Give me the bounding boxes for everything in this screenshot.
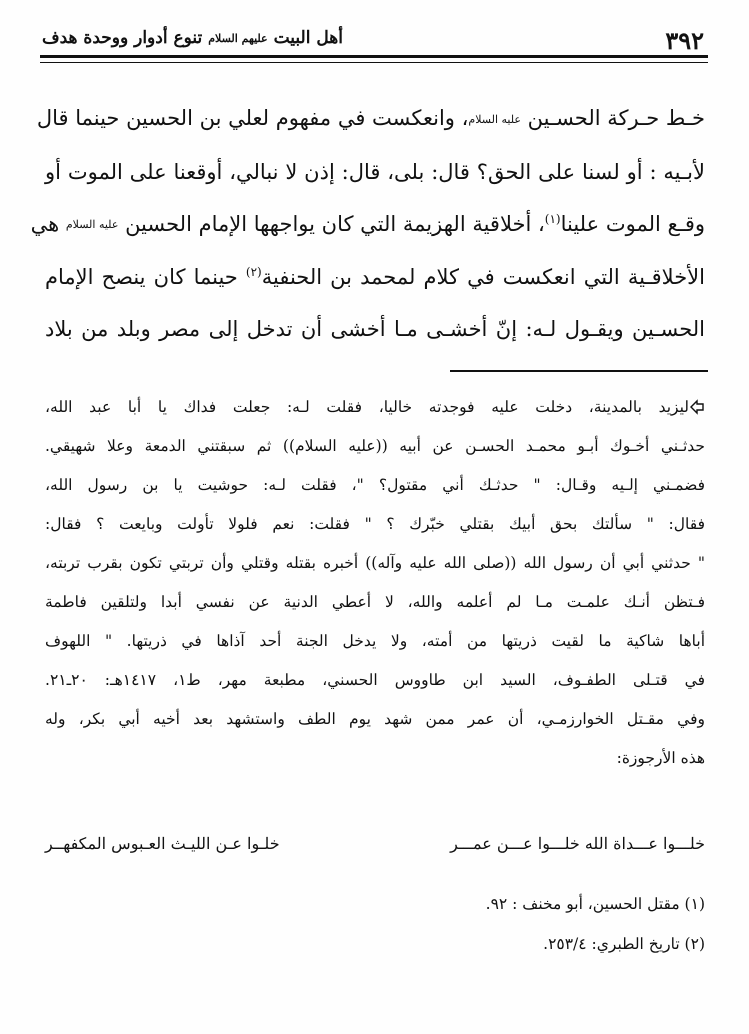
footnote-line: هذه الأرجوزة:: [616, 749, 705, 767]
poem-verse: [45, 834, 705, 853]
reference-item: (٢) تاريخ الطبري: ٢٥٣/٤.: [543, 935, 705, 953]
header-rule-thin: [40, 62, 708, 63]
footnote-line: وفي مقـتل الخوارزمـي، أن عمر ممن شهد يوم الطف واستشهد بعد أخيه أبي بكر، وله: [45, 710, 705, 728]
body-line: وقـع الموت علينا$^{(١)}$، أخلاقية الهزيمة التي كان يواجهها الإمام الحسين عليه السلام هي: [45, 198, 705, 252]
page-header: [40, 16, 708, 56]
body-line: لأبـيه : أو لسنا على الحق؟ قال: بلى، قال: إذن لا نبالي، أوقعنا على الموت أو: [45, 159, 705, 184]
footnote-line: ليزيد بالمدينة، دخلت عليه فوجدته خاليا، فقلت لـه: جعلت فداك يا أبا عبد الله،: [45, 388, 705, 427]
footnote-separator: [450, 370, 708, 372]
footnote-line: أباها شاكية ما لقيت ذريتها من أمته، ولا يدخل الجنة أحد آذاها في ذريتها. " اللهوف: [45, 632, 705, 650]
main-body: [30, 92, 705, 355]
reference-item: (١) مقتل الحسين، أبو مخنف : ٩٢.: [485, 895, 705, 913]
footnote-line: فـتظن أنـك علمـت مـا لم أعلمه والله، لا أعطي الدنية عن نفسي أبدا ولتلقين فاطمة: [45, 593, 705, 611]
running-title-main: أهل البيت: [273, 28, 343, 48]
running-title: [42, 28, 343, 48]
body-line: الأخلاقـية التي انعكست في كلام لمحمد بن الحنفية$^{(٢)}$ حينما كان ينصح الإمام: [45, 265, 705, 289]
running-title-sub: تنوع أدوار ووحدة هدف: [42, 28, 203, 48]
page-number: ٣٩٢: [665, 26, 704, 55]
footnote-ref: (٢): [245, 265, 262, 279]
poem-second-hemistich: خلـوا عـن الليـث العـبوس المكفهــر: [45, 834, 280, 853]
honorific-calligraphy: عليه السلام: [65, 218, 119, 231]
poem-first-hemistich: خلـــوا عـــداة الله خلـــوا عـــن عمـــر: [450, 834, 705, 853]
footnote-ref: (١): [544, 211, 561, 226]
footnote-line: حدثـني أخـوك أبـو محمـد الحسـن عن أبيه ((عليه السلام)) ثم سبقتني الدمعة وعلا شهيقي.: [45, 437, 705, 455]
honorific-calligraphy: عليهم السلام: [208, 31, 268, 45]
footnote-line: في قتـلى الطفـوف، السيد ابن طاووس الحسني، مطبعة مهر، ط١، ١٤١٧هـ: ٢٠ـ٢١.: [45, 671, 705, 689]
footnote-line: فقال: " سألتك بحق أبيك بقتلي خبّرك ؟ " فقلت: نعم فلولا تأولت وبايعت ؟ فقال:: [45, 515, 705, 533]
honorific-calligraphy: عليه السلام: [468, 112, 521, 126]
footnote-line: " حدثني أبي أن رسول الله ((صلى الله عليه وآله)) أخبره بقتله وقتلي وأن تربتي تكون بقرب تربته،: [45, 554, 705, 572]
body-line: خـط حـركة الحسـين عليه السلام، وانعكست في مفهوم لعلي بن الحسين حينما قال: [45, 92, 705, 146]
footnote-line: فضمـني إلـيه وقـال: " حدثـك أني مقتول؟ "، فقلت لـه: حوشيت يا بن رسول الله،: [45, 476, 705, 494]
continuation-arrow-icon: [689, 401, 705, 415]
references: [45, 884, 705, 964]
footnotes: [45, 388, 705, 778]
body-line: الحسـين ويقـول لـه: إنّ أخشـى مـا أخشى أن تدخل إلى مصر وبلد من بلاد: [45, 317, 705, 341]
header-rule: [40, 55, 708, 58]
